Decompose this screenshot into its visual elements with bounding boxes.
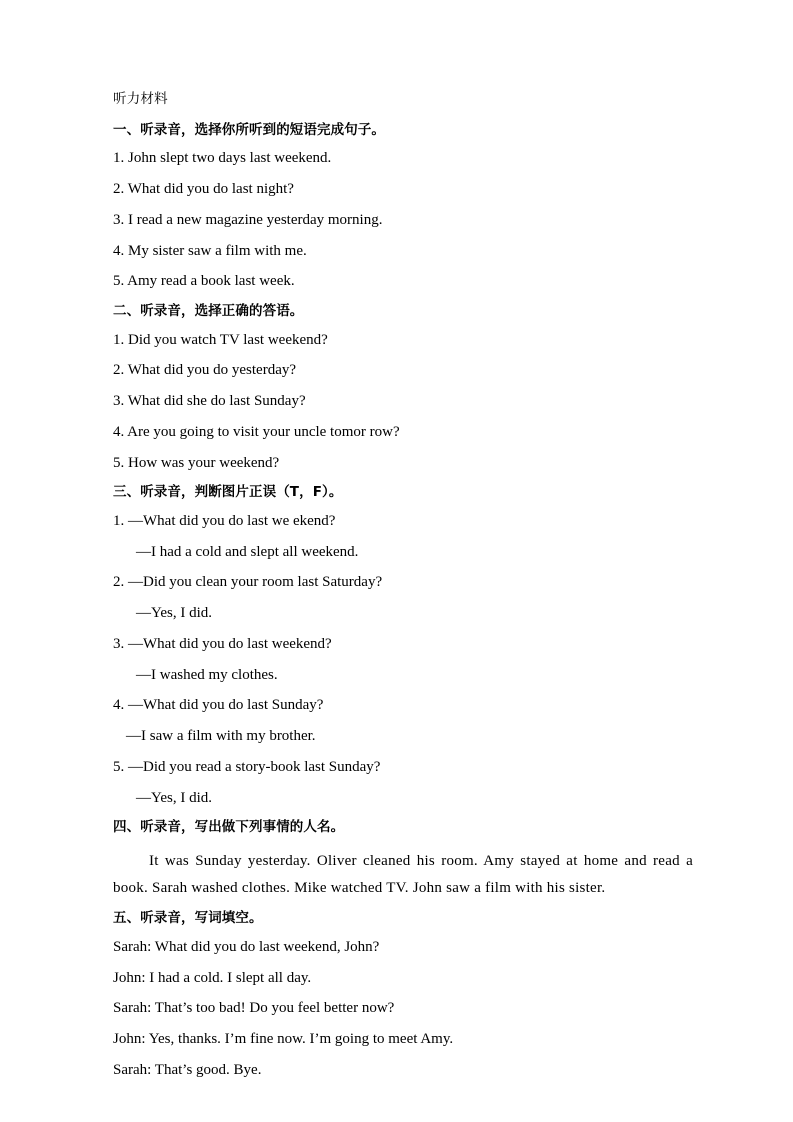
listening-line: 4. My sister saw a film with me. — [113, 242, 307, 259]
listening-line: 4. Are you going to visit your uncle tomor row? — [113, 423, 400, 440]
listening-line: 2. What did you do last night? — [113, 181, 294, 198]
listening-line-answer: —I had a cold and slept all weekend. — [136, 543, 359, 560]
section-heading-1: 一、听录音，选择你所听到的短语完成句子。 — [113, 121, 385, 138]
listening-line: 4. —What did you do last Sunday? — [113, 697, 324, 714]
listening-line: 5. How was your weekend? — [113, 454, 280, 471]
listening-line: 1. John slept two days last weekend. — [113, 150, 332, 167]
section-heading-5: 五、听录音，写词填空。 — [113, 910, 263, 927]
dialogue-line: John: Yes, thanks. I’m fine now. I’m going to meet Amy. — [113, 1031, 454, 1048]
listening-line-answer: —Yes, I did. — [136, 789, 212, 806]
section-heading-3: 三、听录音，判断图片正误（T，F）。 — [113, 484, 343, 501]
listening-paragraph: It was Sunday yesterday. Oliver cleaned his room. Amy stayed at home and read a book. Sarah washed clothes. Mike watched TV. John saw a film with his sister. — [113, 852, 693, 896]
listening-line: 3. What did she do last Sunday? — [113, 393, 306, 410]
page-title: 听力材料 — [113, 91, 168, 107]
listening-line: 5. —Did you read a story-book last Sunday? — [113, 758, 381, 775]
listening-line: 1. Did you watch TV last weekend? — [113, 331, 328, 348]
listening-line-answer: —Yes, I did. — [136, 605, 212, 622]
listening-line: 2. —Did you clean your room last Saturday? — [113, 574, 383, 591]
section-heading-2: 二、听录音，选择正确的答语。 — [113, 303, 304, 320]
listening-line: 2. What did you do yesterday? — [113, 362, 297, 379]
dialogue-line: Sarah: That’s good. Bye. — [113, 1061, 262, 1078]
listening-line: 1. —What did you do last we ekend? — [113, 512, 336, 529]
listening-line-answer: —I washed my clothes. — [136, 666, 278, 683]
listening-line-answer: —I saw a film with my brother. — [126, 728, 316, 745]
listening-line: 5. Amy read a book last week. — [113, 273, 295, 290]
listening-line: 3. I read a new magazine yesterday morning. — [113, 211, 383, 228]
section-heading-4: 四、听录音，写出做下列事情的人名。 — [113, 819, 345, 836]
dialogue-line: Sarah: That’s too bad! Do you feel better now? — [113, 1000, 395, 1017]
dialogue-line: Sarah: What did you do last weekend, John? — [113, 938, 380, 955]
document-body — [113, 92, 693, 1093]
listening-line: 3. —What did you do last weekend? — [113, 635, 332, 652]
dialogue-line: John: I had a cold. I slept all day. — [113, 969, 312, 986]
